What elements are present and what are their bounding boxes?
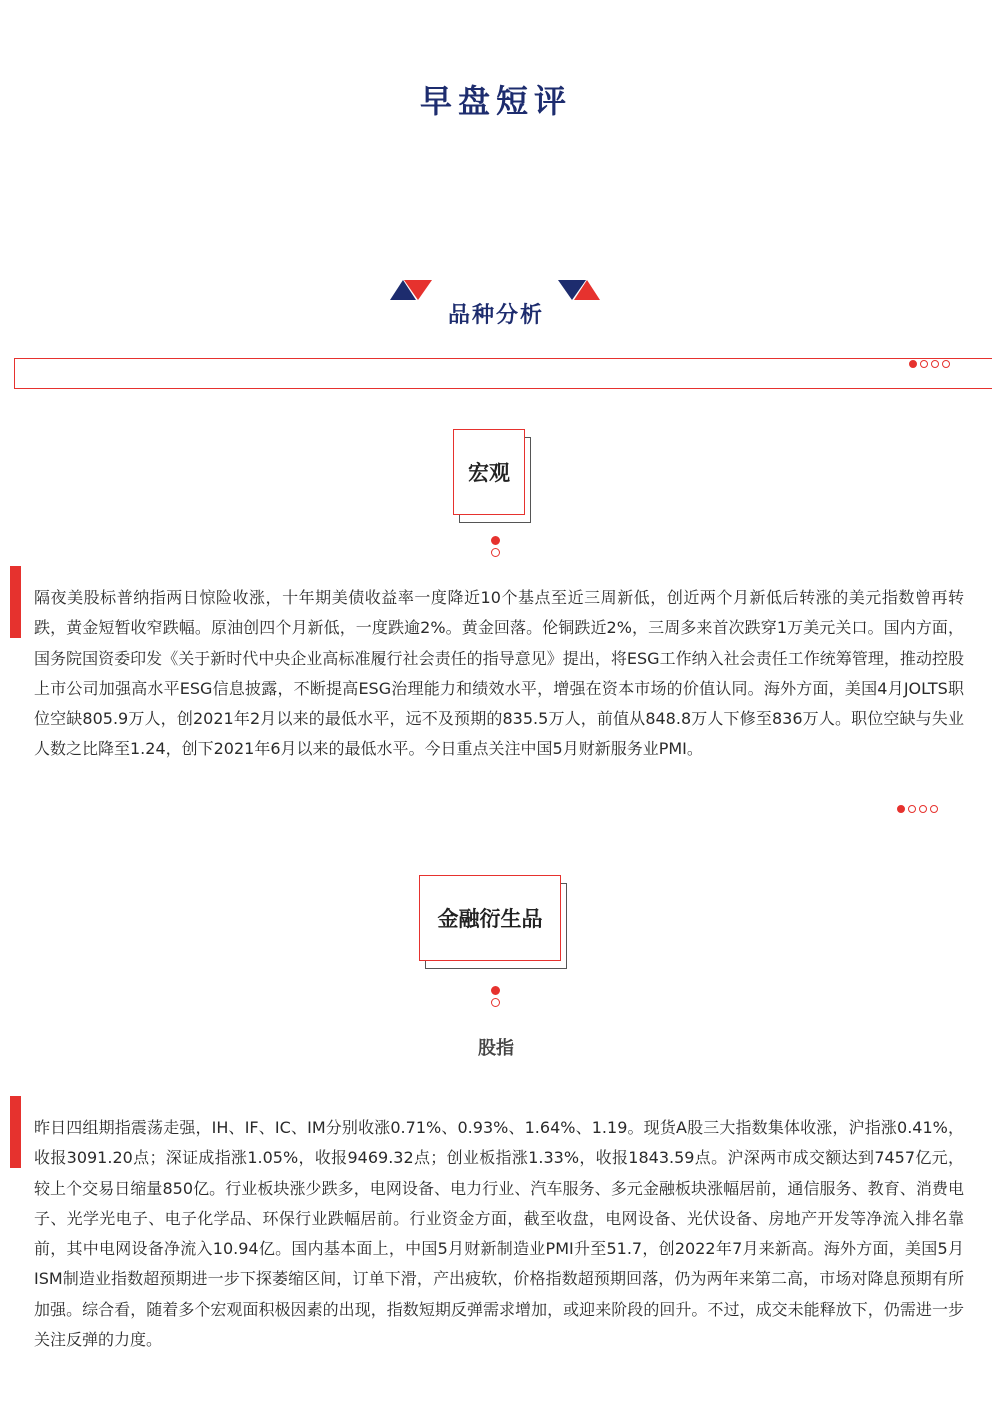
vertical-dots-decoration [491,986,500,1007]
section-derivatives-title: 金融衍生品 [419,875,561,961]
dot-icon [920,360,928,368]
dot-icon [491,986,500,995]
page-title: 早盘短评 [419,82,572,120]
section-macro-title-box [453,429,525,515]
dots-decoration [909,360,950,368]
dot-icon [909,360,917,368]
dot-icon [491,536,500,545]
dot-icon [930,805,938,813]
section-derivatives-title-box [419,875,561,961]
banner-title: 品种分析 [447,303,544,328]
dot-icon [491,998,500,1007]
dot-icon [931,360,939,368]
dots-decoration [897,805,938,813]
paragraph-accent-bar [10,1096,21,1168]
section-macro-title: 宏观 [453,429,525,515]
dot-icon [491,548,500,557]
dot-icon [908,805,916,813]
section-divider-bar [14,358,992,389]
paragraph-accent-bar [10,566,21,638]
vertical-dots-decoration [491,536,500,557]
dot-icon [942,360,950,368]
stock-index-subheading: 股指 [478,1038,514,1059]
dot-icon [897,805,905,813]
macro-paragraph: 隔夜美股标普纳指两日惊险收涨，十年期美债收益率一度降近10个基点至近三周新低，创近两个月新低后转涨的美元指数曾再转跌，黄金短暂收窄跌幅。原油创四个月新低，一度跌逾2%。黄金回落。伦铜跌近2%，三周多来首次跌穿1万美元关口。国内方面，国务院国资委印发《关于新时代中央企业高标准履行社会责任的指导意见》提出，将ESG工作纳入社会责任工作统筹管理，推动控股上市公司加强高水平ESG信息披露，不断提高ESG治理能力和绩效水平，增强在资本市场的价值认同。海外方面，美国4月JOLTS职位空缺805.9万人，创2021年2月以来的最低水平，远不及预期的835.5万人，前值从848.8万人下修至836万人。职位空缺与失业人数之比降至1.24，创下2021年6月以来的最低水平。今日重点关注中国5月财新服务业PMI。 [34,588,964,759]
dot-icon [919,805,927,813]
stock-index-paragraph: 昨日四组期指震荡走强，IH、IF、IC、IM分别收涨0.71%、0.93%、1.64%、1.19。现货A股三大指数集体收涨，沪指涨0.41%，收报3091.20点；深证成指涨1.05%，收报9469.32点；创业板指涨1.33%，收报1843.59点。沪深两市成交额达到7457亿元，较上个交易日缩量850亿。行业板块涨少跌多，电网设备、电力行业、汽车服务、多元金融板块涨幅居前，通信服务、教育、消费电子、光学光电子、电子化学品、环保行业跌幅居前。行业资金方面，截至收盘，电网设备、光伏设备、房地产开发等净流入排名靠前，其中电网设备净流入10.94亿。国内基本面上，中国5月财新制造业PMI升至51.7，创2022年7月来新高。海外方面，美国5月ISM制造业指数超预期进一步下探萎缩区间，订单下滑，产出疲软，价格指数超预期回落，仍为两年来第二高，市场对降息预期有所加强。综合看，随着多个宏观面积极因素的出现，指数短期反弹需求增加，或迎来阶段的回升。不过，成交未能释放下，仍需进一步关注反弹的力度。 [34,1118,964,1350]
